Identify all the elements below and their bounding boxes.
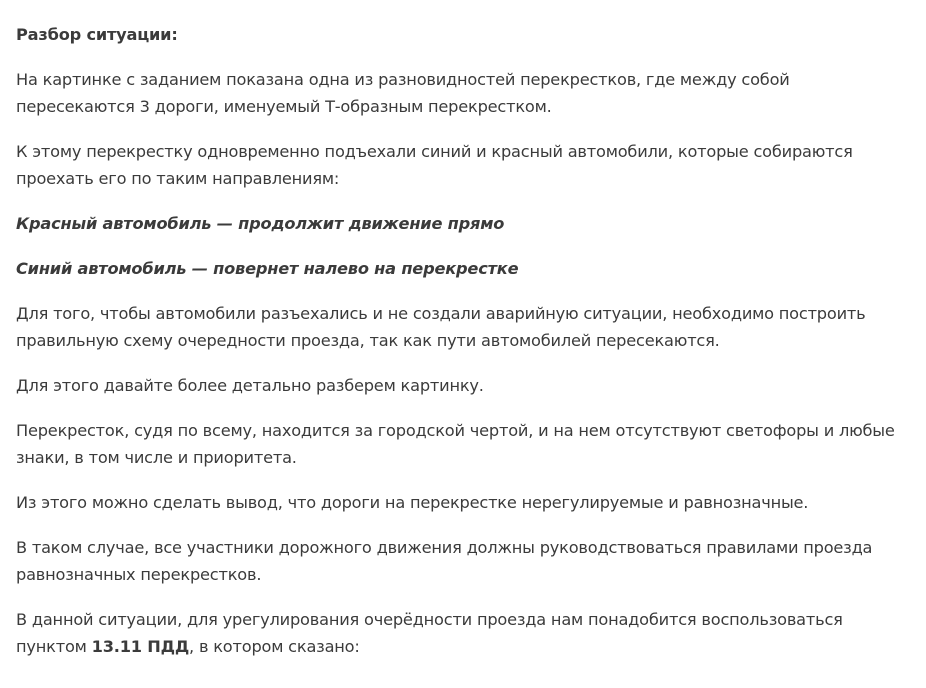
rule-reference-lead: В данной ситуации, для урегулирования очерёдности проезда нам понадобится воспользоваться пунктом — [16, 610, 843, 656]
paragraph-cars-approach: К этому перекрестку одновременно подъехали синий и красный автомобили, которые собираются проехать его по таким направлениям: — [16, 142, 853, 188]
paragraph-no-signs: Перекресток, судя по всему, находится за городской чертой, и на нем отсутствуют светофоры и любые знаки, в том числе и приоритета. — [16, 421, 895, 467]
paragraph-rule-reference — [16, 606, 906, 660]
paragraph-priority-scheme: Для того, чтобы автомобили разъехались и не создали аварийную ситуации, необходимо построить правильную схему очередности проезда, так как пути автомобилей пересекаются. — [16, 304, 866, 350]
paragraph-equal-intersection-rules: В таком случае, все участники дорожного движения должны руководствоваться правилами проезда равнозначных перекрестков. — [16, 538, 873, 584]
paragraph-examine-picture: Для этого давайте более детально разберем картинку. — [16, 376, 484, 395]
section-heading: Разбор ситуации: — [16, 25, 178, 44]
paragraph-intersection-type: На картинке с заданием показана одна из разновидностей перекрестков, где между собой пересекаются 3 дороги, именуемый Т-образным перекрестком. — [16, 70, 790, 116]
paragraph-red-car-direction: Красный автомобиль — продолжит движение прямо — [16, 214, 505, 233]
rule-number: 13.11 ПДД — [91, 637, 190, 656]
paragraph-blue-car-direction: Синий автомобиль — повернет налево на перекрестке — [16, 259, 519, 278]
paragraph-conclusion: Из этого можно сделать вывод, что дороги на перекрестке нерегулируемые и равнозначные. — [16, 493, 809, 512]
rule-reference-tail: , в котором сказано: — [189, 637, 360, 656]
